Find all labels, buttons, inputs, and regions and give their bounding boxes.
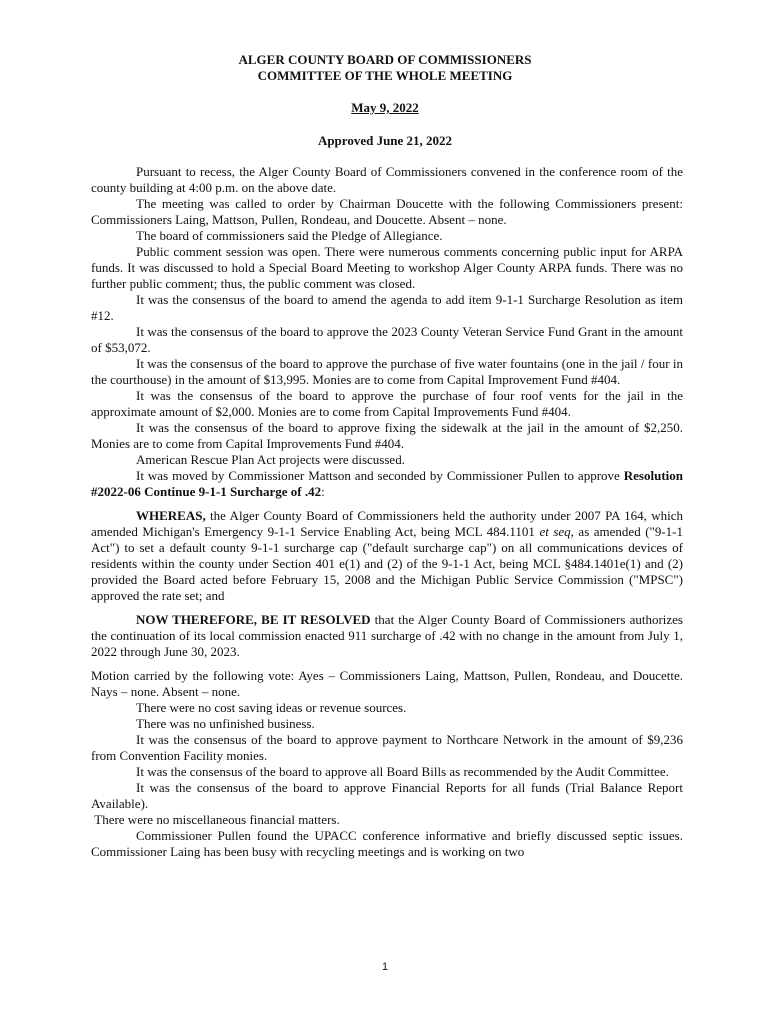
- paragraph: The board of commissioners said the Pledge of Allegiance.: [136, 228, 443, 243]
- paragraph: It was the consensus of the board to approve the 2023 County Veteran Service Fund Grant in the amount of $53,072.: [91, 324, 683, 355]
- paragraph: It was the consensus of the board to approve the purchase of five water fountains (one in the jail / four in the courthouse) in the amount of $13,995. Monies are to come from Capital Improvement Fund #404.: [91, 356, 683, 387]
- paragraph: The meeting was called to order by Chairman Doucette with the following Commissioners present: Commissioners Laing, Mattson, Pullen, Rondeau, and Doucette. Absent – none.: [91, 196, 683, 227]
- paragraph: Pursuant to recess, the Alger County Board of Commissioners convened in the conference room of the county building at 4:00 p.m. on the above date.: [91, 164, 683, 195]
- resolution-title: Resolution #2022-06 Continue 9-1-1 Surcharge of .42: [91, 468, 683, 499]
- whereas-label: WHEREAS,: [136, 508, 206, 523]
- whereas-text-1: the Alger County Board of Commissioners held the authority under 2007 PA 164, which amended Michigan's Emergency 9-1-1 Service Enabling Act, being MCL 484.1101: [91, 508, 683, 539]
- paragraph: Public comment session was open. There were numerous comments concerning public input for ARPA funds. It was discussed to hold a Special Board Meeting to workshop Alger County ARPA funds. There was no further public comment; thus, the public comment was closed.: [91, 244, 683, 291]
- paragraph: It was the consensus of the board to approve fixing the sidewalk at the jail in the amount of $2,250. Monies are to come from Capital Improvements Fund #404.: [91, 420, 683, 451]
- paragraph: It was the consensus of the board to approve all Board Bills as recommended by the Audit Committee.: [136, 764, 669, 779]
- motion-end: :: [321, 484, 325, 499]
- resolved-paragraph: [91, 612, 683, 660]
- motion-paragraph: [91, 468, 683, 500]
- paragraph: American Rescue Plan Act projects were discussed.: [136, 452, 405, 467]
- document-subtitle: COMMITTEE OF THE WHOLE MEETING: [257, 68, 513, 83]
- whereas-paragraph: [91, 508, 683, 604]
- paragraph: It was the consensus of the board to approve payment to Northcare Network in the amount of $9,236 from Convention Facility monies.: [91, 732, 683, 763]
- vote-paragraph: Motion carried by the following vote: Ayes – Commissioners Laing, Mattson, Pullen, Rondeau, and Doucette. Nays – none. Absent – none.: [91, 668, 683, 699]
- approval-date: Approved June 21, 2022: [317, 133, 453, 148]
- resolved-label: NOW THEREFORE, BE IT RESOLVED: [136, 612, 371, 627]
- paragraph: It was the consensus of the board to approve Financial Reports for all funds (Trial Balance Report Available).: [91, 780, 683, 811]
- paragraph: There was no unfinished business.: [136, 716, 315, 731]
- paragraph: There were no cost saving ideas or revenue sources.: [136, 700, 407, 715]
- misc-paragraph: There were no miscellaneous financial matters.: [91, 812, 340, 827]
- paragraph: Commissioner Pullen found the UPACC conference informative and briefly discussed septic issues. Commissioner Laing has been busy with recycling meetings and is working on two: [91, 828, 683, 859]
- document-title: ALGER COUNTY BOARD OF COMMISSIONERS: [238, 52, 532, 67]
- motion-text: It was moved by Commissioner Mattson and seconded by Commissioner Pullen to approve: [136, 468, 624, 483]
- whereas-italic: et seq,: [539, 524, 574, 539]
- paragraph: It was the consensus of the board to amend the agenda to add item 9-1-1 Surcharge Resolution as item #12.: [91, 292, 683, 323]
- minutes-body: [91, 164, 683, 860]
- paragraph: It was the consensus of the board to approve the purchase of four roof vents for the jail in the approximate amount of $2,000. Monies are to come from Capital Improvements Fund #404.: [91, 388, 683, 419]
- page-number: 1: [381, 961, 389, 973]
- resolved-text: that the Alger County Board of Commissioners authorizes the continuation of its local commission enacted 911 surcharge of .42 with no change in the amount from July 1, 2022 through June 30, 2023.: [91, 612, 683, 659]
- whereas-text-2: as amended ("9-1-1 Act") to set a default county 9-1-1 surcharge cap ("default surcharge cap") on all communications devices of residents within the county under Section 401 e(1) and (2) of the 9-1-1 Act, being MCL §484.1401e(1) and (2) provided the Board acted before February 15, 2008 and the Michigan Public Service Commission ("MPSC") approved the rate set; and: [91, 524, 684, 603]
- meeting-date: May 9, 2022: [351, 100, 419, 115]
